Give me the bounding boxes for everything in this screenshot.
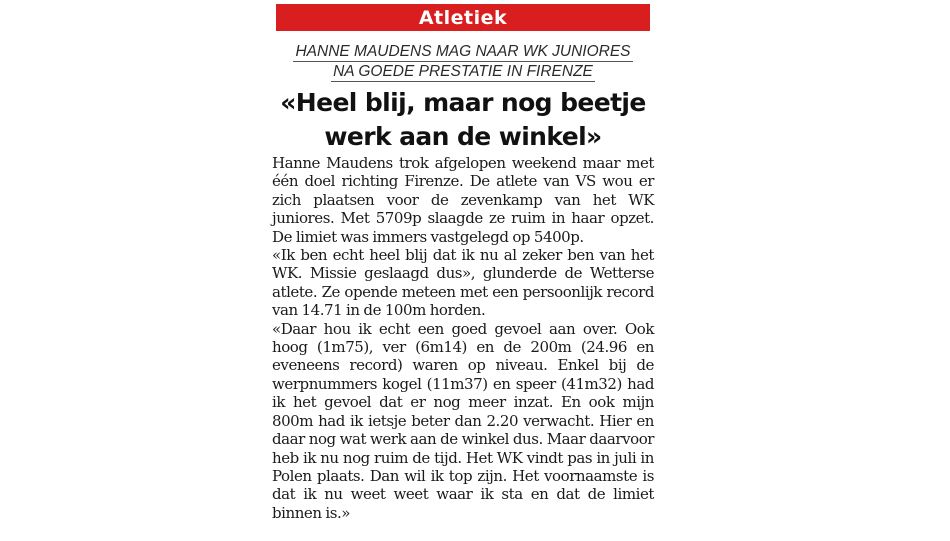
- headline-line-2: werk aan de winkel»: [324, 122, 602, 151]
- article-body: [272, 154, 654, 522]
- article-paragraph-quote-2: «Daar hou ik echt een goed gevoel aan over. Ook hoog (1m75), ver (6m14) en de 200m (24.96 en eveneens record) waren op niveau. Enkel bij de werpnummers kogel (11m37) en speer (41m32) had ik het gevoel dat er nog meer inzat. En ook mijn 800m had ik ietsje beter dan 2.20 verwacht. Hier en daar nog wat werk aan de winkel dus. Maar daarvoor heb ik nu nog ruim de tijd. Het WK vindt pas in juli in Polen plaats. Dan wil ik top zijn. Het voornaamste is dat ik nu weet weet waar ik sta en dat de limiet binnen is.»: [272, 319, 654, 522]
- kicker: [276, 42, 650, 82]
- article-paragraph-quote-1: «Ik ben echt heel blij dat ik nu al zeker ben van het WK. Missie geslaagd dus», glunderde de Wetterse atlete. Ze opende meteen met een persoonlijk record van 14.71 in de 100m horden.: [272, 246, 654, 320]
- section-label: Atletiek: [418, 6, 508, 29]
- article-paragraph-intro: Hanne Maudens trok afgelopen weekend maar met één doel richting Firenze. De atlete van VS wou er zich plaatsen voor de zevenkamp van het WK juniores. Met 5709p slaagde ze ruim in haar opzet. De limiet was immers vastgelegd op 5400p.: [272, 154, 654, 246]
- headline-line-1: «Heel blij, maar nog beetje: [280, 88, 646, 117]
- kicker-line-1: HANNE MAUDENS MAG NAAR WK JUNIORES: [295, 43, 631, 60]
- kicker-line-2: NA GOEDE PRESTATIE IN FIRENZE: [333, 63, 593, 80]
- headline: [276, 86, 650, 154]
- section-banner: [276, 4, 650, 31]
